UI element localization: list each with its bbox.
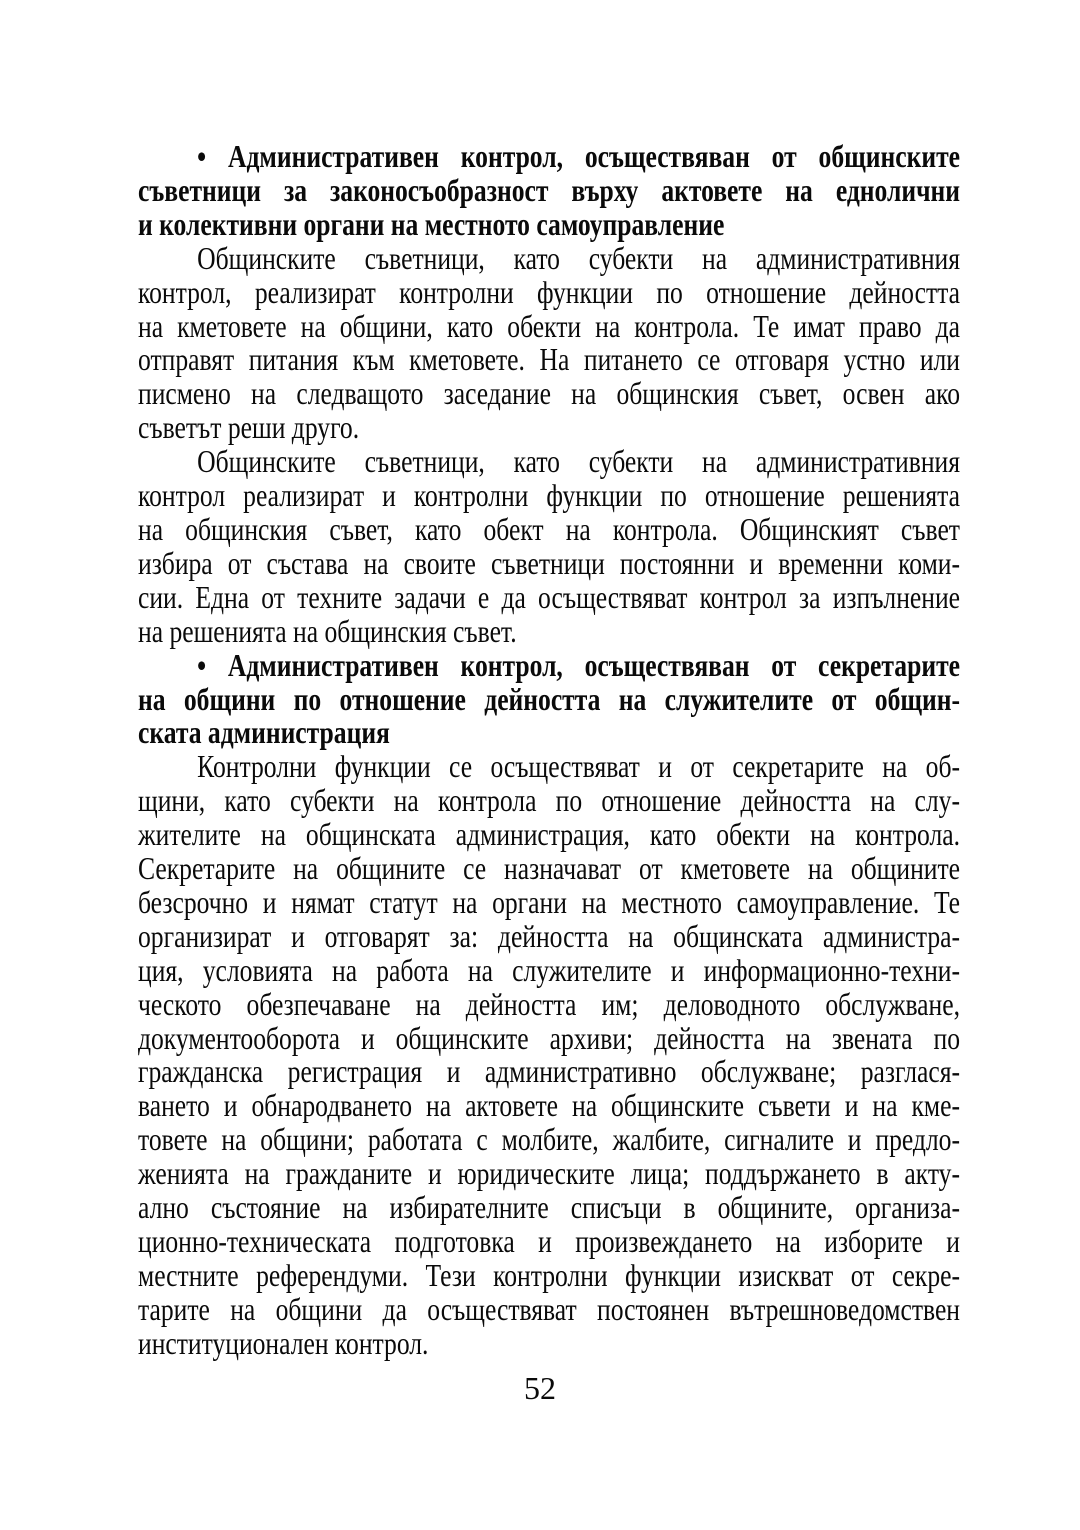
text-line: ската администрация <box>138 714 390 751</box>
text-line: гражданска регистрация и административно обслужване; разглася- <box>138 1053 960 1090</box>
text-line: отправят питания към кметовете. На питането се отговаря устно или <box>138 341 960 378</box>
body-paragraph <box>138 750 960 1360</box>
text-line: • Административен контрол, осъществяван от общинските <box>197 138 960 174</box>
text-column <box>138 140 960 1361</box>
text-line: и колективни органи на местното самоуправление <box>138 205 725 242</box>
text-line: ческото обезпечаване на дейността им; деловодното обслужване, <box>138 985 960 1022</box>
text-line: на решенията на общинския съвет. <box>138 612 517 649</box>
text-line: избира от състава на своите съветници постоянни и временни коми- <box>138 544 960 581</box>
text-line: ално състояние на избирателните списъци в общините, организа- <box>138 1189 960 1226</box>
page-number: 52 <box>524 1370 556 1406</box>
text-line: на общини по отношение дейността на служителите от общин- <box>138 680 960 717</box>
text-line: товете на общини; работата с молбите, жалбите, сигналите и предло- <box>138 1121 960 1158</box>
text-line: Общинските съветници, като субекти на административния <box>197 443 960 480</box>
text-line: Секретарите на общините се назначават от кметовете на общините <box>138 850 960 887</box>
section-heading <box>138 140 960 242</box>
text-line: на кметовете на общини, като обекти на контрола. Те имат право да <box>138 307 960 344</box>
text-line: на общинския съвет, като обект на контрола. Общинският съвет <box>138 510 960 547</box>
text-line: ция, условията на работа на служителите и информационно-техни- <box>138 951 960 988</box>
text-line: писмено на следващото заседание на общинския съвет, освен ако <box>138 375 960 412</box>
text-line: безсрочно и нямат статут на органи на местното самоуправление. Те <box>138 883 960 920</box>
text-line: документооборота и общинските архиви; дейността на звената по <box>138 1019 960 1056</box>
text-line: жителите на общинската администрация, като обекти на контрола. <box>138 816 960 853</box>
text-line: местните референдуми. Тези контролни функции изискват от секре- <box>138 1256 960 1293</box>
text-line: тарите на общини да осъществяват постоянен вътрешноведомствен <box>138 1290 960 1327</box>
text-line: съветът реши друго. <box>138 409 360 446</box>
text-line: контрол, реализират контролни функции по отношение дейността <box>138 273 960 310</box>
text-line: женията на гражданите и юридическите лица; поддържането в акту- <box>138 1155 960 1192</box>
text-line: сии. Една от техните задачи е да осъществяват контрол за изпълнение <box>138 578 960 615</box>
text-line: Контролни функции се осъществяват и от секретарите на об- <box>197 748 960 785</box>
text-line: Общинските съветници, като субекти на административния <box>197 239 960 276</box>
text-line: ването и обнародването на актовете на общинските съвети и на кме- <box>138 1087 960 1124</box>
text-line: • Административен контрол, осъществяван от секретарите <box>197 646 960 683</box>
text-line: щини, като субекти на контрола по отношение дейността на слу- <box>138 782 960 819</box>
body-paragraph <box>138 239 960 446</box>
text-line: институционален контрол. <box>138 1324 429 1361</box>
body-paragraph <box>138 445 960 648</box>
text-line: организират и отговарят за: дейността на общинската администра- <box>138 917 960 954</box>
text-line: ционно-техническата подготовка и произвеждането на изборите и <box>138 1223 960 1259</box>
section-heading <box>138 646 960 751</box>
text-line: съветници за законосъобразност върху актовете на еднолични <box>138 171 960 208</box>
text-line: контрол реализират и контролни функции по отношение решенията <box>138 477 960 514</box>
